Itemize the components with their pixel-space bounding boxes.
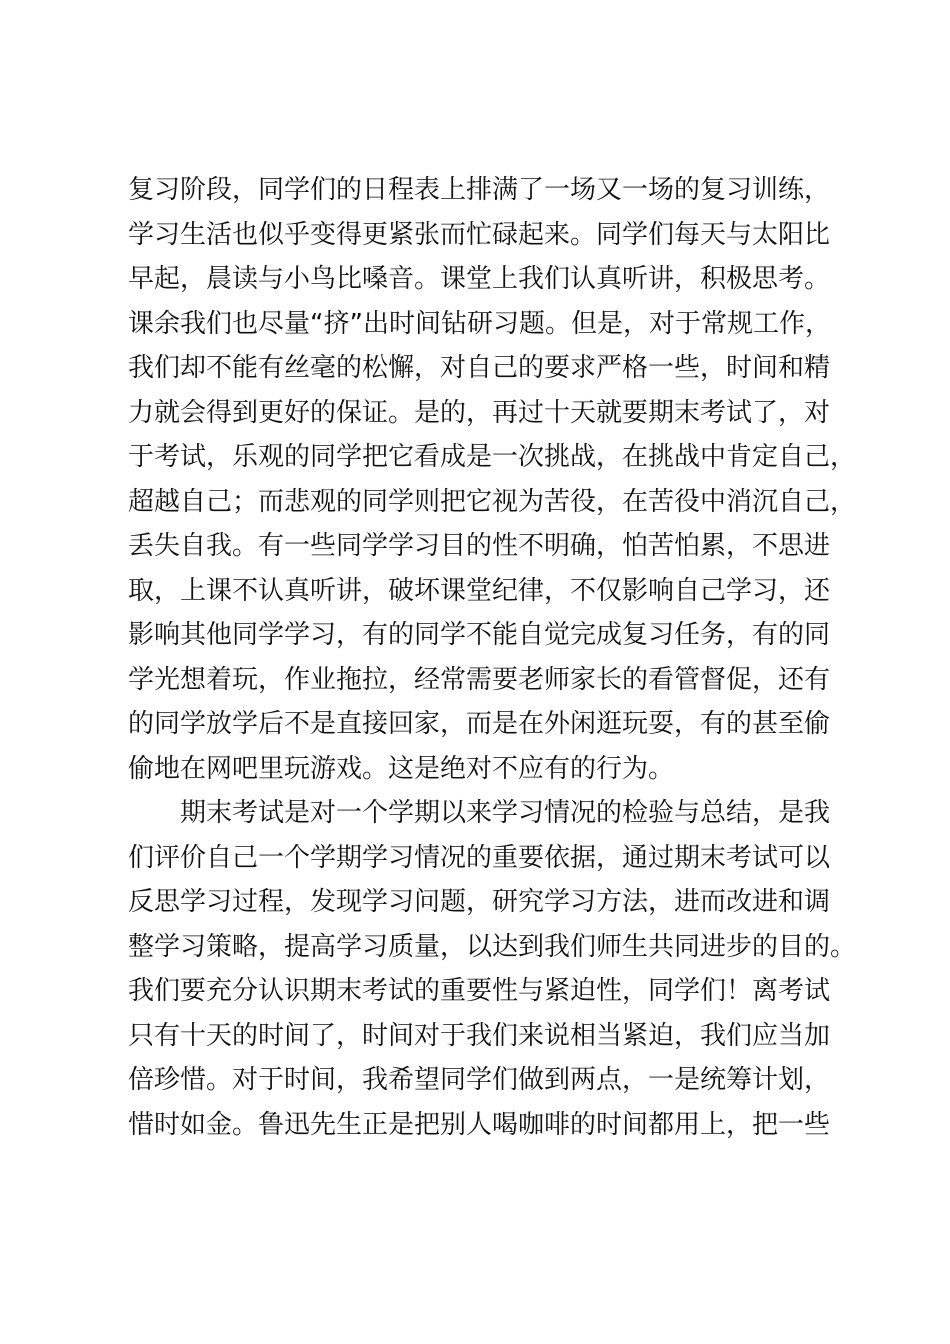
text-line: 只有十天的时间了，时间对于我们来说相当紧迫，我们应当加	[128, 1020, 831, 1051]
text-line: 们评价自己一个学期学习情况的重要依据，通过期末考试可以	[128, 842, 831, 873]
text-line: 整学习策略，提高学习质量，以达到我们师生共同进步的目的。	[128, 931, 857, 962]
text-line: 力就会得到更好的保证。是的，再过十天就要期末考试了，对	[128, 397, 831, 428]
text-line: 于考试，乐观的同学把它看成是一次挑战，在挑战中肯定自己，	[128, 442, 857, 472]
text-line: 学习生活也似乎变得更紧张而忙碌起来。同学们每天与太阳比	[128, 219, 831, 250]
text-line: 学光想着玩，作业拖拉，经常需要老师家长的看管督促，还有	[128, 664, 831, 695]
text-line: 偷地在网吧里玩游戏。这是绝对不应有的行为。	[128, 753, 675, 784]
text-line: 倍珍惜。对于时间，我希望同学们做到两点，一是统筹计划，	[128, 1065, 831, 1095]
text-line: 超越自己；而悲观的同学则把它视为苦役，在苦役中消沉自己，	[128, 486, 857, 517]
text-line: 我们要充分认识期末考试的重要性与紧迫性，同学们！离考试	[128, 976, 831, 1006]
text-line: 惜时如金。鲁迅先生正是把别人喝咖啡的时间都用上，把一些	[128, 1109, 831, 1140]
paragraph-1	[128, 168, 857, 791]
text-line: 的同学放学后不是直接回家，而是在外闲逛玩耍，有的甚至偷	[128, 709, 831, 739]
text-line: 反思学习过程，发现学习问题，研究学习方法，进而改进和调	[128, 887, 831, 917]
text-line: 取，上课不认真听讲，破坏课堂纪律，不仅影响自己学习，还	[128, 575, 831, 606]
paragraph-2	[128, 791, 857, 1147]
text-line: 期末考试是对一个学期以来学习情况的检验与总结，是我	[180, 798, 831, 828]
text-line: 课余我们也尽量“挤”出时间钻研习题。但是，对于常规工作，	[128, 308, 831, 339]
body-text	[128, 168, 857, 1147]
text-line: 复习阶段，同学们的日程表上排满了一场又一场的复习训练，	[128, 175, 831, 205]
text-line: 早起，晨读与小鸟比嗓音。课堂上我们认真听讲，积极思考。	[128, 264, 831, 294]
text-line: 我们却不能有丝毫的松懈，对自己的要求严格一些，时间和精	[128, 353, 831, 383]
text-line: 丢失自我。有一些同学学习目的性不明确，怕苦怕累，不思进	[128, 531, 831, 561]
text-line: 影响其他同学学习，有的同学不能自觉完成复习任务，有的同	[128, 620, 831, 650]
